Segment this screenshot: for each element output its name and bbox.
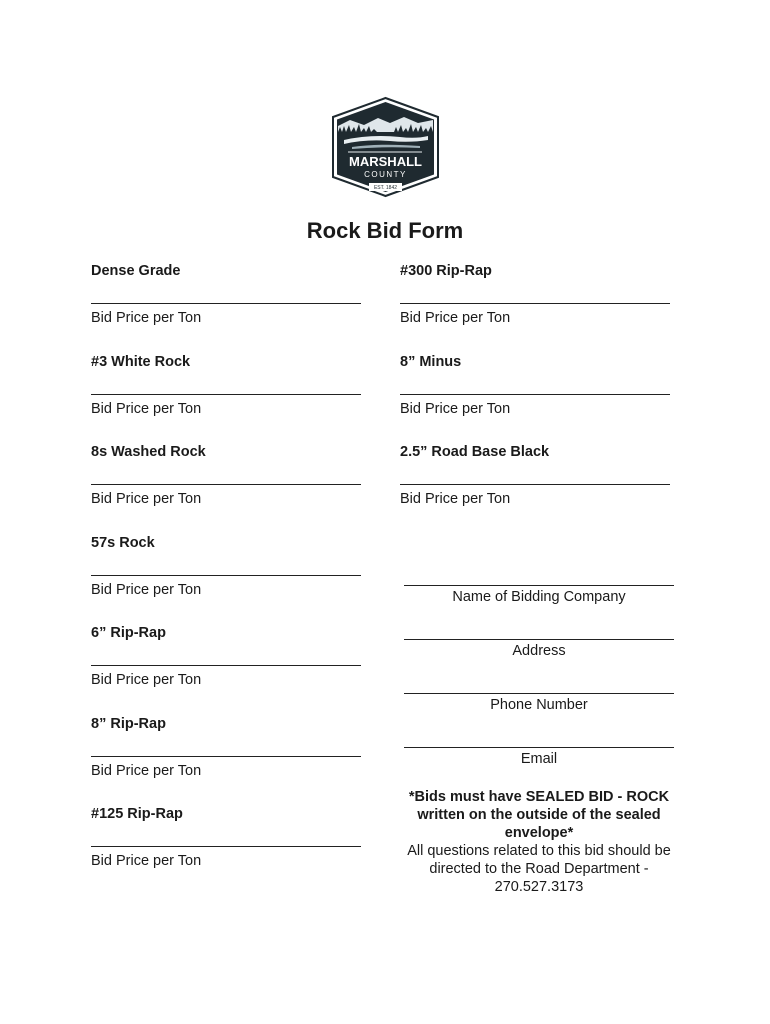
address-caption: Address [512, 643, 566, 659]
bid-price-caption: Bid Price per Ton [400, 491, 511, 507]
bid-item-label: 8” Rip-Rap [91, 716, 166, 732]
bid-price-line[interactable] [400, 394, 670, 395]
email-field [404, 747, 674, 767]
bid-item-label: 6” Rip-Rap [91, 625, 166, 641]
bid-price-caption: Bid Price per Ton [91, 310, 202, 326]
bid-price-line[interactable] [400, 303, 670, 304]
phone-number-field [404, 693, 674, 713]
bid-price-caption: Bid Price per Ton [91, 672, 202, 688]
phone-number-line[interactable] [404, 693, 674, 694]
bid-item-label: 57s Rock [91, 535, 155, 551]
bid-item-label: 8” Minus [400, 354, 462, 370]
company-name-field [404, 585, 674, 605]
address-line[interactable] [404, 639, 674, 640]
bid-price-caption: Bid Price per Ton [91, 763, 202, 779]
bid-price-caption: Bid Price per Ton [91, 853, 202, 869]
company-name-line[interactable] [404, 585, 674, 586]
bid-item-label: 2.5” Road Base Black [400, 444, 550, 460]
phone-number-caption: Phone Number [490, 697, 588, 713]
bid-item-label: #125 Rip-Rap [91, 806, 183, 822]
page-title: Rock Bid Form [306, 218, 464, 243]
bid-price-line[interactable] [91, 394, 361, 395]
bid-price-caption: Bid Price per Ton [91, 582, 202, 598]
bid-price-caption: Bid Price per Ton [91, 401, 202, 417]
bid-price-line[interactable] [91, 665, 361, 666]
email-caption: Email [520, 751, 558, 767]
bid-price-caption: Bid Price per Ton [91, 491, 202, 507]
bid-price-line[interactable] [91, 575, 361, 576]
logo-line2: COUNTY [364, 170, 407, 179]
bid-price-line[interactable] [91, 756, 361, 757]
contact-info: All questions related to this bid should be directed to the Road Department - 270.527.3173 [407, 843, 671, 895]
bid-price-line[interactable] [91, 846, 361, 847]
bid-item-label: 8s Washed Rock [91, 444, 206, 460]
logo-est: EST. 1842 [373, 185, 398, 192]
bid-price-line[interactable] [400, 484, 670, 485]
bid-price-caption: Bid Price per Ton [400, 401, 511, 417]
sealed-bid-notice: *Bids must have SEALED BID - ROCK written on the outside of the sealed envelope* [408, 789, 670, 841]
bid-price-line[interactable] [91, 484, 361, 485]
bid-item-label: #3 White Rock [91, 354, 191, 370]
bid-price-line[interactable] [91, 303, 361, 304]
logo-line1: MARSHALL [349, 154, 422, 169]
bid-item-label: Dense Grade [91, 263, 181, 279]
email-line[interactable] [404, 747, 674, 748]
company-name-caption: Name of Bidding Company [452, 589, 626, 605]
address-field [404, 639, 674, 659]
bid-item-label: #300 Rip-Rap [400, 263, 492, 279]
marshall-county-logo [330, 96, 441, 198]
bid-price-caption: Bid Price per Ton [400, 310, 511, 326]
